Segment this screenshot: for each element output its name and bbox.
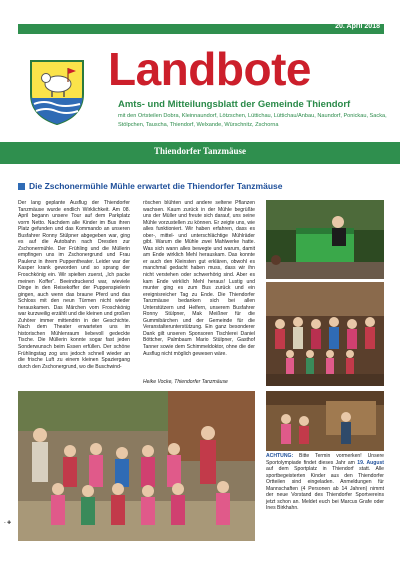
section-band-label: Thiendorfer Tanzmäuse [153, 146, 247, 156]
notice-text-2: auf dem Sportplatz in Thiendorf statt. Alle sportbegeisterten Kinder aus den Thiendorfer Ortteilen sind eingeladen. Anmeldungen für Mannschaften (4 Personen ab 14 Jahren) nimmt der neue Vorstand des Thiendorfer Sportvereins jetzt schon an. Meldet euch bei Marcus Grafe oder Ines Birkhahn. [266, 466, 384, 512]
article-column-2: röschen blühten und andere seltene Pflanzen wachsen. Kaum zurück in der Mühle begrüßte uns der Müller und freute sich darauf, uns seine Mühle vorzustellen zu können. Er zeigte uns, wie alles funktioniert. Wir haben erfahren, dass es ober-, mittel- und unterschlächtige Mühlräder gibt. Warum die Mühle zwei Mahlwerke hatte. Was sich wann alles bewegte und warum, damit am Ende wirklich Mehl herauskam. Das konnte er auch den Kleinsten gut erklären, obwohl es manchmal gedacht haben muss, dass wir ihn nicht verstehen oder schwerhörig sind. Aber es kam Ende wirklich Mehl heraus! Lustig und munter ging es zum Bus zurück und ein ereignisreicher Tag zu Ende. Die Thiendorfer Tanzmäuse bedanken sich bei allen Unterstützern und Helfern, unserem Busfahrer Ronny Stülpner, Mak Meißner für die Gummibärchen und der Gemeinde für die Veranstalterunterstützung. Ein ganz besonderer Dank gilt unseren Sponsoren Tischlerei Daniel Böttcher, Palmbaum Mario Stülpner, Gasthof Tanner sowie dem Schimmeldoktor, ohne die der Ausflug nicht möglich gewesen wäre. [143, 200, 255, 357]
notice-text: Bitte Termin vormerken! Unsere Sportolympiade findet dieses Jahr am [266, 453, 384, 466]
edge-marks: - ✚ [4, 520, 12, 526]
coat-of-arms-logo [28, 58, 86, 126]
town-list: mit den Ortsteilen Dobra, Kleinnaundorf, Lötzschen, Lüttichau, Lüttichau/Anbau, Naundorf, Ponickau, Sacka, Stölpchen, Tauscha, Thiendorf, Welxande, Würschnitz, Zschorna [118, 113, 387, 128]
notice-date: 19. August [357, 459, 385, 466]
newspaper-title: Landbote [108, 43, 311, 95]
photo-group-mill-room [266, 282, 384, 386]
photo-puppet-theater [266, 200, 384, 279]
article-column-1: Der lang geplante Ausflug der Thiendorfer Tanzmäuse wurde endlich Wirklichkeit. Am 08. April begann unsere Tour auf dem Parkplatz vorm Netto. Nachdem alle Kinder im Bus ihren Platz gefunden und das Kommando an unseren Busfahrer Ronny Stülpner abgegeben war, ging es auf die Autobahn nach Dresden zur Zschonermühle. Der Frühling und die Müllerin empfingen uns im Zschonergrund und Frau Paulenz in ihrem Puppentheater. Leider war der Kasper krank geworden und so sprang der Froschkönig ein. Wir spielten zuerst, „Ich packe meinen Koffer“. Beeindruckend war, wieviele Dinge in den Reisekoffer der Puppenspielerin gingen, auch wenn das braune Pferd und das Schloss mit den neun Türmen nicht wieder herauskamen. Das Märchen vom Froschkönig war kurzweilig erzählt und die kleinen und großen Zuhörer immer mittendrin in der Geschichte. Nach dem Theater erwarteten uns im historischen Mühlenraum liebevoll gedeckte Tische. Die Müllerin konnte sogar fast jeden Sonderwunsch beim Essen erfüllen. Der schöne Frühlingstag zog uns jedoch schnell wieder an die frische Luft zu einem kleinen Spaziergang durch den Zschonergrund, wo die Buschwind- [18, 200, 130, 370]
event-notice [266, 453, 384, 512]
issue-date: 20. April 2018 [335, 23, 380, 30]
article-byline: Heike Vocke, Thiendorfer Tanzmäuse [143, 379, 228, 385]
headline-bullet-icon [18, 183, 25, 190]
photo-mill-interior [266, 391, 384, 451]
newspaper-subtitle: Amts- und Mitteilungsblatt der Gemeinde Thiendorf [118, 99, 351, 110]
header-bar [18, 24, 384, 34]
article-headline: Die Zschonermühle Mühle erwartet die Thiendorfer Tanzmäuse [29, 181, 283, 191]
photo-group-outdoor [18, 391, 255, 541]
notice-lead: ACHTUNG: [266, 453, 294, 459]
